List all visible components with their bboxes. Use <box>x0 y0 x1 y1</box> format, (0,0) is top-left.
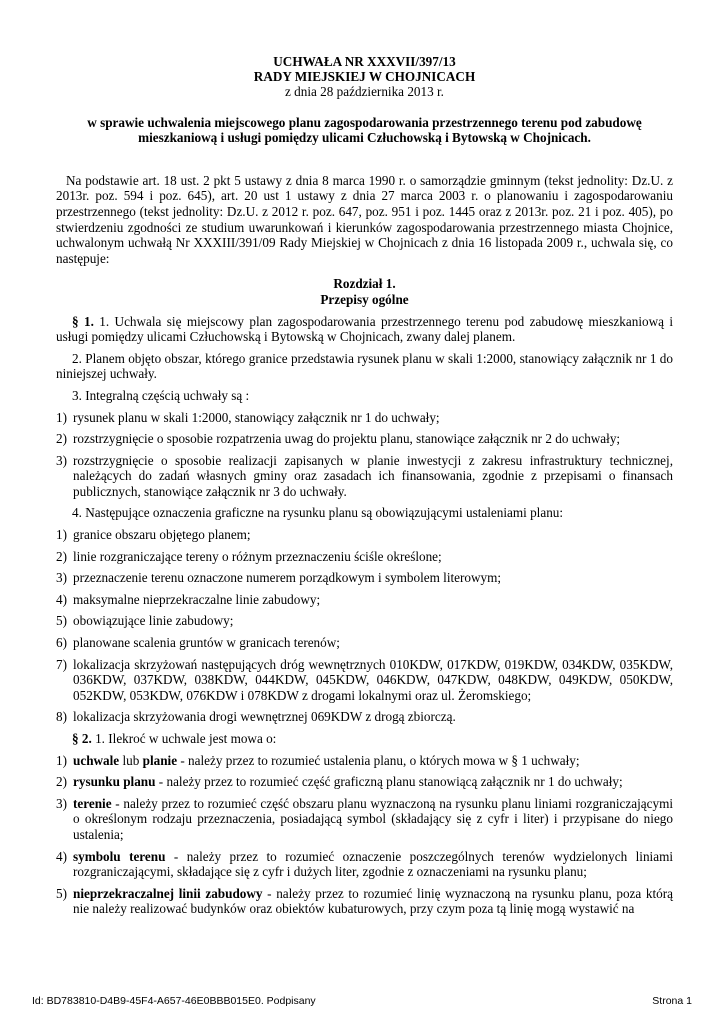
list-item-number: 4) <box>56 848 67 864</box>
definition-term: terenie <box>73 795 112 811</box>
list-item-number: 4) <box>56 591 67 607</box>
list-item-text: rysunek planu w skali 1:2000, stanowiący załącznik nr 1 do uchwały; <box>73 409 440 425</box>
chapter-subtitle: Przepisy ogólne <box>320 291 409 307</box>
definition-text: - należy przez to rozumieć część graficzną planu stanowiącą załącznik nr 1 do uchwały; <box>155 774 623 790</box>
list-item-text: planowane scalenia gruntów w granicach terenów; <box>73 635 340 651</box>
list-item-number: 1) <box>56 527 67 543</box>
definition-item <box>56 753 673 769</box>
section-1-paragraph-2: 2. Planem objęto obszar, którego granice przedstawia rysunek planu w skali 1:2000, stanowiący załącznik nr 1 do niniejszej uchwały. <box>56 350 673 382</box>
list-item-text: przeznaczenie terenu oznaczone numerem porządkowym i symbolem literowym; <box>73 570 502 586</box>
chapter-title: Rozdział 1. <box>333 276 396 292</box>
list-item-number: 7) <box>56 656 67 672</box>
definition-text: - należy przez to rozumieć część obszaru planu wyznaczoną na rysunku planu liniami rozgraniczającymi o określonym rodzaju przeznaczenia, posiadającą symbol (składający się z cyfr i liter) i przypisane do niego ustalenia; <box>73 795 673 842</box>
list-item-number: 3) <box>56 795 67 811</box>
list-item-number: 5) <box>56 885 67 901</box>
list-item <box>56 613 673 629</box>
definition-term: nieprzekraczalnej linii zabudowy <box>73 885 263 901</box>
section-1-paragraph-4: 4. Następujące oznaczenia graficzne na rysunku planu są obowiązującymi ustaleniami planu: <box>72 505 564 521</box>
list-item <box>56 431 673 447</box>
list-item-text: lokalizacja skrzyżowań następujących dróg wewnętrznych 010KDW, 017KDW, 019KDW, 034KDW, 035KDW, 036KDW, 037KDW, 038KDW, 044KDW, 045KDW, 046KDW, 047KDW, 048KDW, 049KDW, 050KDW, 052KDW, 053KDW, 076KDW i 078KDW z drogami lokalnymi oraz ul. Żeromskiego; <box>73 656 673 703</box>
definition-text: - należy przez to rozumieć oznaczenie poszczególnych terenów wydzielonych liniami rozgraniczającymi, składające się z cyfr i dużych liter, zgodnie z oznaczeniami na rysunku planu; <box>73 848 673 880</box>
list-item-number: 2) <box>56 548 67 564</box>
definition-term: symbolu terenu <box>73 848 166 864</box>
list-item-number: 8) <box>56 709 67 725</box>
list-item-text: rozstrzygnięcie o sposobie realizacji zapisanych w planie inwestycji z zakresu infrastruktury technicznej, należących do zadań własnych gminy oraz zasadach ich finansowania, zgodnie z przepisami o finansach publicznych, stanowiące załącznik nr 3 do uchwały. <box>73 452 673 499</box>
list-item <box>56 570 673 586</box>
definition-text: - należy przez to rozumieć linię wyznaczoną na rysunku planu, poza którą nie należy realizować budynków oraz obiektów kubaturowych, przy czym poza tą linię mogą wystawić na <box>73 885 673 917</box>
definition-item <box>56 849 673 880</box>
list-item-text: granice obszaru objętego planem; <box>73 527 251 543</box>
list-item-text: obowiązujące linie zabudowy; <box>73 613 234 629</box>
section-2-mark: § 2. <box>72 731 92 747</box>
list-item-number: 3) <box>56 570 67 586</box>
list-item-number: 1) <box>56 409 67 425</box>
list-item <box>56 657 673 704</box>
list-item-number: 6) <box>56 635 67 651</box>
definition-text: - należy przez to rozumieć ustalenia planu, o których mowa w § 1 uchwały; <box>177 752 580 768</box>
list-item-number: 3) <box>56 452 67 468</box>
page-number-footer: Strona 1 <box>652 995 692 1007</box>
list-item-number: 5) <box>56 613 67 629</box>
list-item-text: maksymalne nieprzekraczalne linie zabudowy; <box>73 591 321 607</box>
section-1-paragraph-1 <box>56 314 673 345</box>
definition-item <box>56 886 673 917</box>
resolution-date: z dnia 28 października 2013 r. <box>285 84 444 100</box>
definition-item <box>56 796 673 843</box>
section-1-paragraph-1-text: 1. Uchwala się miejscowy plan zagospodarowania przestrzennego terenu pod zabudowę mieszkaniową i usługi pomiędzy ulicami Człuchowską i Bytowską w Chojnicach, zwany dalej planem. <box>56 313 673 345</box>
list-item-text: rozstrzygnięcie o sposobie rozpatrzenia uwag do projektu planu, stanowiące załącznik nr 2 do uchwały; <box>73 431 621 447</box>
list-item-number: 1) <box>56 752 67 768</box>
section-2-paragraph-1-text: 1. Ilekroć w uchwale jest mowa o: <box>91 731 277 747</box>
list-item <box>56 527 673 543</box>
section-1-paragraph-3: 3. Integralną częścią uchwały są : <box>72 387 250 403</box>
list-item-number: 2) <box>56 431 67 447</box>
council-name: RADY MIEJSKIEJ W CHOJNICACH <box>253 69 476 85</box>
list-item <box>56 635 673 651</box>
legal-basis-paragraph: Na podstawie art. 18 ust. 2 pkt 5 ustawy z dnia 8 marca 1990 r. o samorządzie gminnym (tekst jednolity: Dz.U. z 2013r. poz. 594 i poz. 645), art. 20 ust 1 ustawy z dnia 27 marca 2003 r. o planowaniu i zagospodarowaniu przestrzennego (tekst jednolity: Dz.U. z 2012 r. poz. 647, poz. 951 i poz. 1445 oraz z 2013r. poz. 21 i poz. 405), po stwierdzeniu zgodności ze studium uwarunkowań i kierunków zagospodarowania przestrzennego miasta Chojnice, uchwalonym uchwałą Nr XXXIII/391/09 Rady Miejskiej w Chojnicach z dnia 16 listopada 2009 r., uchwala się, co następuje: <box>56 172 673 266</box>
list-item <box>56 410 673 426</box>
definition-term: uchwale <box>73 752 120 768</box>
document-id-footer: Id: BD783810-D4B9-45F4-A657-46E0BBB015E0. Podpisany <box>32 995 316 1007</box>
document-page <box>56 54 673 917</box>
section-1-mark: § 1. <box>72 313 94 329</box>
definition-item <box>56 774 673 790</box>
list-item <box>56 453 673 500</box>
definition-connector: lub <box>119 752 143 768</box>
section-2-paragraph-1 <box>56 731 673 747</box>
definition-term: rysunku planu <box>73 774 156 790</box>
list-item <box>56 592 673 608</box>
list-item-text: lokalizacja skrzyżowania drogi wewnętrznej 069KDW z drogą zbiorczą. <box>73 709 456 725</box>
definition-term: planie <box>142 752 178 768</box>
list-item <box>56 549 673 565</box>
list-item-text: linie rozgraniczające tereny o różnym przeznaczeniu ściśle określone; <box>73 548 442 564</box>
resolution-subject: w sprawie uchwalenia miejscowego planu zagospodarowania przestrzennego terenu pod zabudowę mieszkaniową i usługi pomiędzy ulicami Człuchowską i Bytowską w Chojnicach. <box>87 114 642 146</box>
list-item-number: 2) <box>56 774 67 790</box>
list-item <box>56 709 673 725</box>
resolution-number: UCHWAŁA NR XXXVII/397/13 <box>273 54 456 69</box>
